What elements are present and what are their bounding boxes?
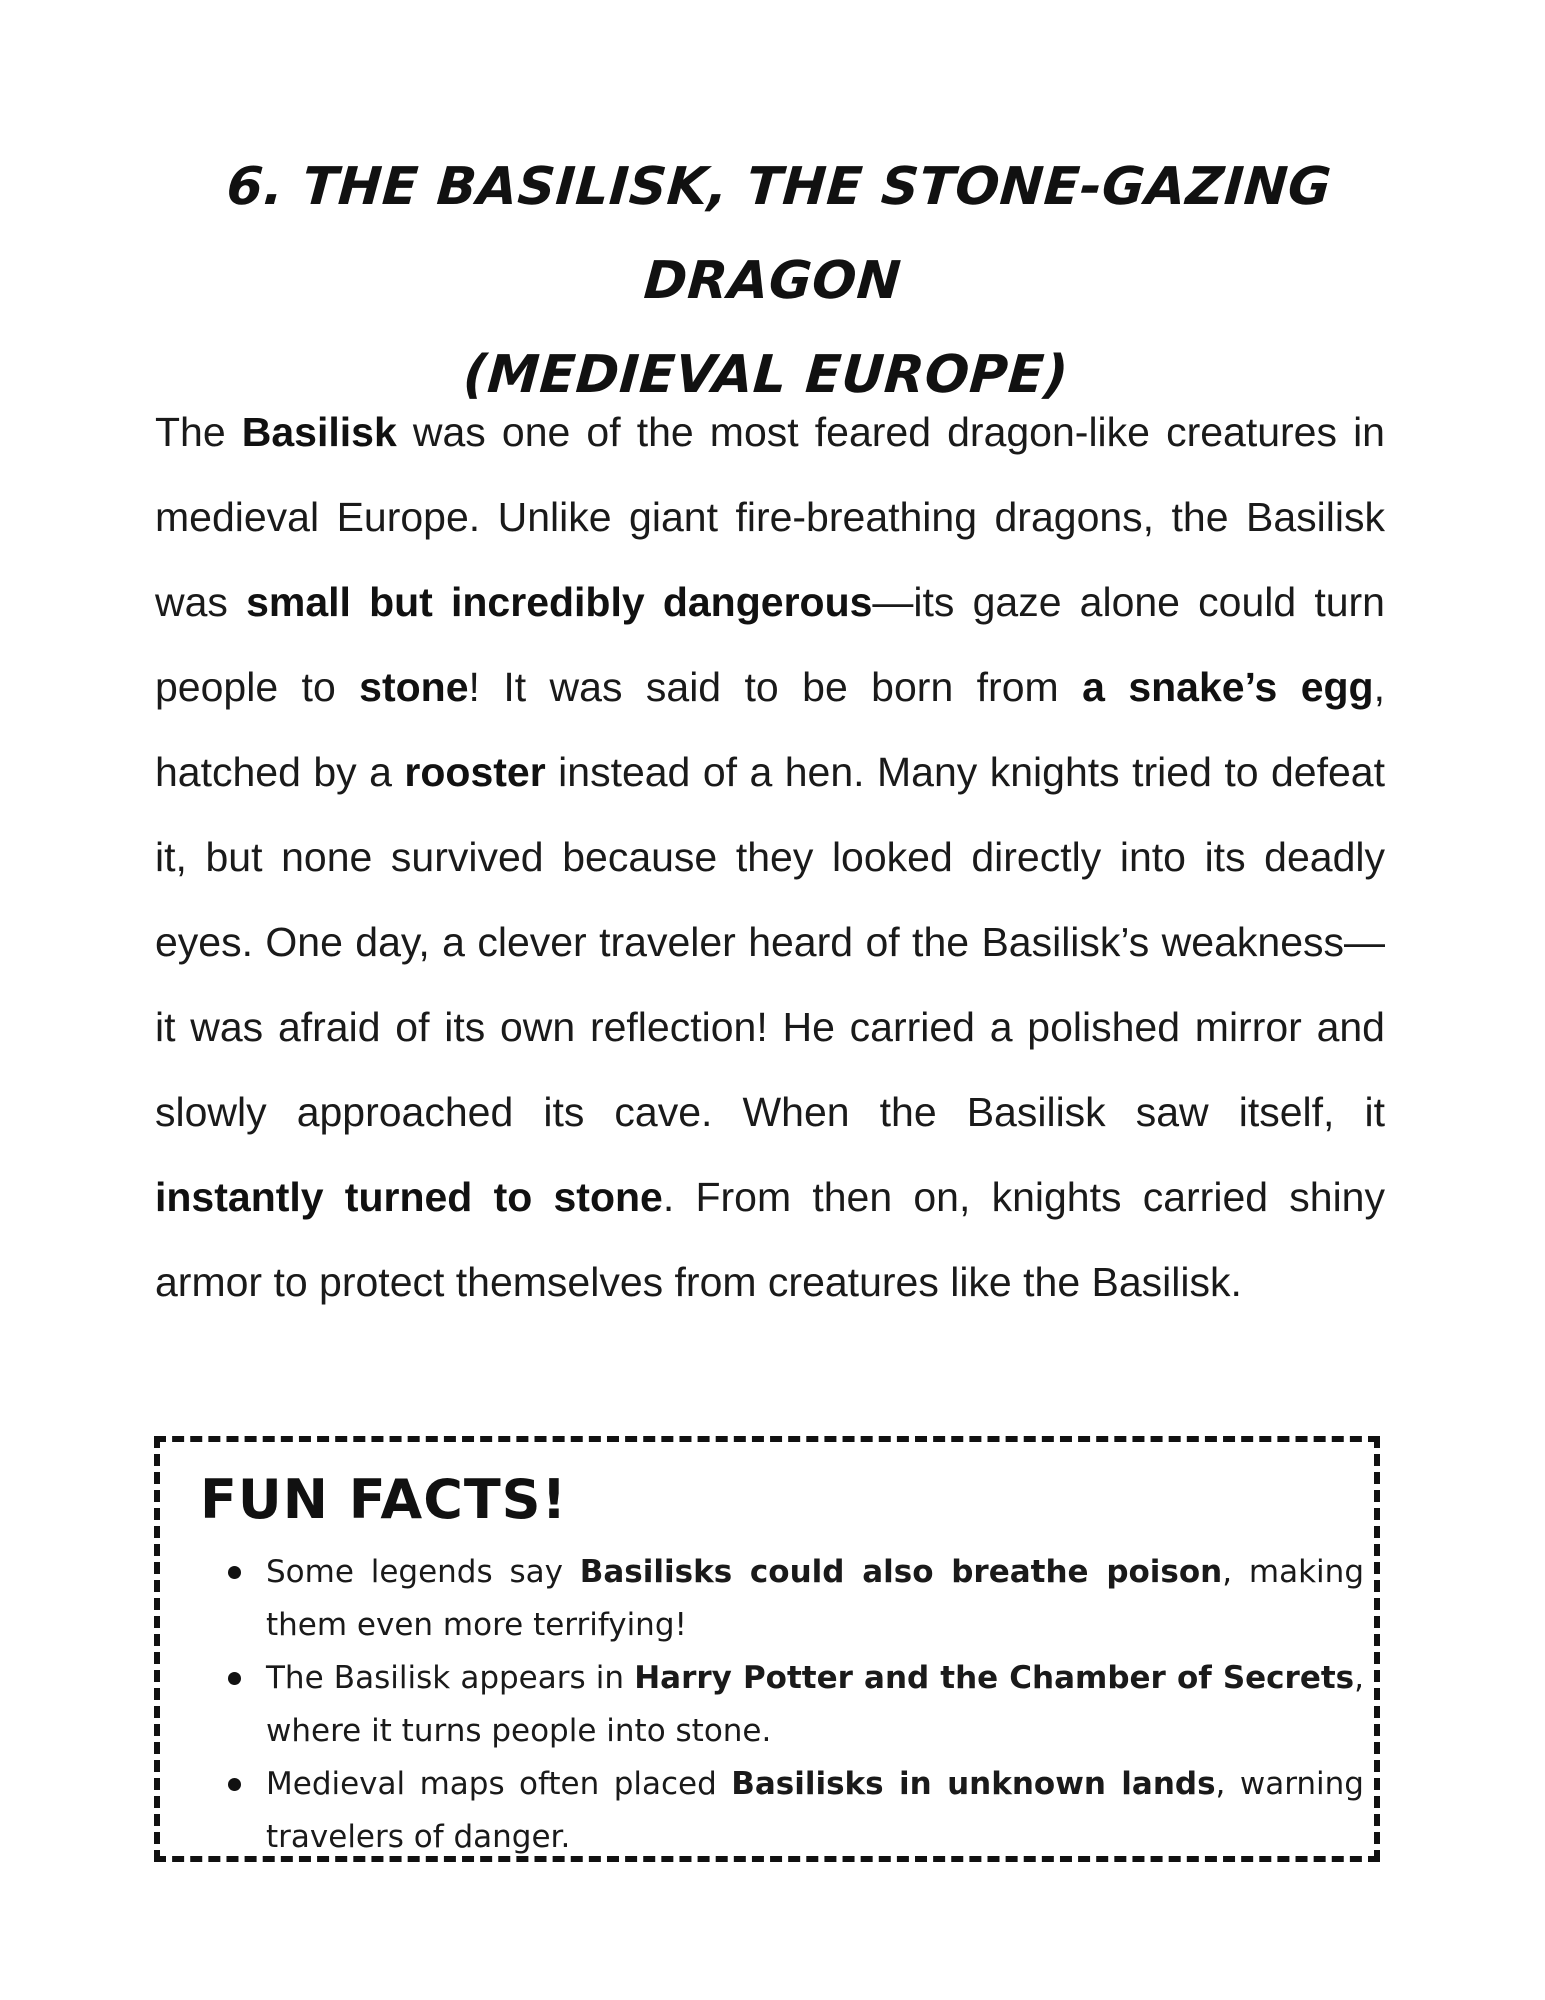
story-text: was one of the most feared dragon-like creatures in medieval Europe. Unlike giant fire-breathing dragons, the Basilisk was bbox=[155, 409, 1385, 625]
story-text: The bbox=[155, 409, 242, 455]
fun-fact-text: , making them even more terrifying! bbox=[266, 1554, 1364, 1643]
fun-fact-item bbox=[266, 1758, 1364, 1864]
story-text: ! It was said to be born from bbox=[468, 664, 1083, 710]
fun-fact-text: , where it turns people into stone. bbox=[266, 1660, 1364, 1749]
fun-fact-emphasis: Basilisks could also breathe poison bbox=[579, 1554, 1223, 1590]
page-title-line-1: 6. THE BASILISK, THE STONE-GAZING DRAGON bbox=[224, 157, 1334, 311]
fun-fact-emphasis: Harry Potter and the Chamber of Secrets bbox=[634, 1660, 1355, 1696]
story-paragraph bbox=[155, 390, 1385, 1325]
fun-facts-box bbox=[154, 1436, 1380, 1862]
page-title-line-2: (MEDIEVAL EUROPE) bbox=[461, 345, 1071, 405]
story-text: instead of a hen. Many knights tried to defeat it, but none survived because they looked directly into its deadly eyes. One day, a clever traveler heard of the Basilisk’s weakness—it was afraid of its own reflection! He carried a polished mirror and slowly approached its cave. When the Basilisk saw itself, it bbox=[155, 749, 1385, 1135]
story-text: , hatched by a bbox=[155, 664, 1385, 795]
story-text: —its gaze alone could turn people to bbox=[155, 579, 1385, 710]
fun-fact-item bbox=[266, 1652, 1364, 1758]
fun-facts-title: FUN FACTS! bbox=[200, 1468, 568, 1531]
story-emphasis: Basilisk bbox=[241, 409, 397, 455]
story-text: . From then on, knights carried shiny armor to protect themselves from creatures like the Basilisk. bbox=[155, 1174, 1385, 1305]
fun-fact-text: Some legends say bbox=[266, 1554, 580, 1590]
story-emphasis: stone bbox=[359, 664, 469, 710]
story-emphasis: small but incredibly dangerous bbox=[246, 579, 873, 625]
story-emphasis: a snake’s egg bbox=[1082, 664, 1374, 710]
story-emphasis: rooster bbox=[404, 749, 546, 795]
fun-fact-text: Medieval maps often placed bbox=[266, 1766, 732, 1802]
fun-facts-list bbox=[218, 1546, 1364, 1864]
fun-fact-text: The Basilisk appears in bbox=[266, 1660, 635, 1696]
page-title bbox=[130, 140, 1415, 422]
fun-fact-item bbox=[266, 1546, 1364, 1652]
story-emphasis: instantly turned to stone bbox=[155, 1174, 663, 1220]
fun-fact-emphasis: Basilisks in unknown lands bbox=[731, 1766, 1216, 1802]
fun-fact-text: , warning travelers of danger. bbox=[266, 1766, 1364, 1855]
